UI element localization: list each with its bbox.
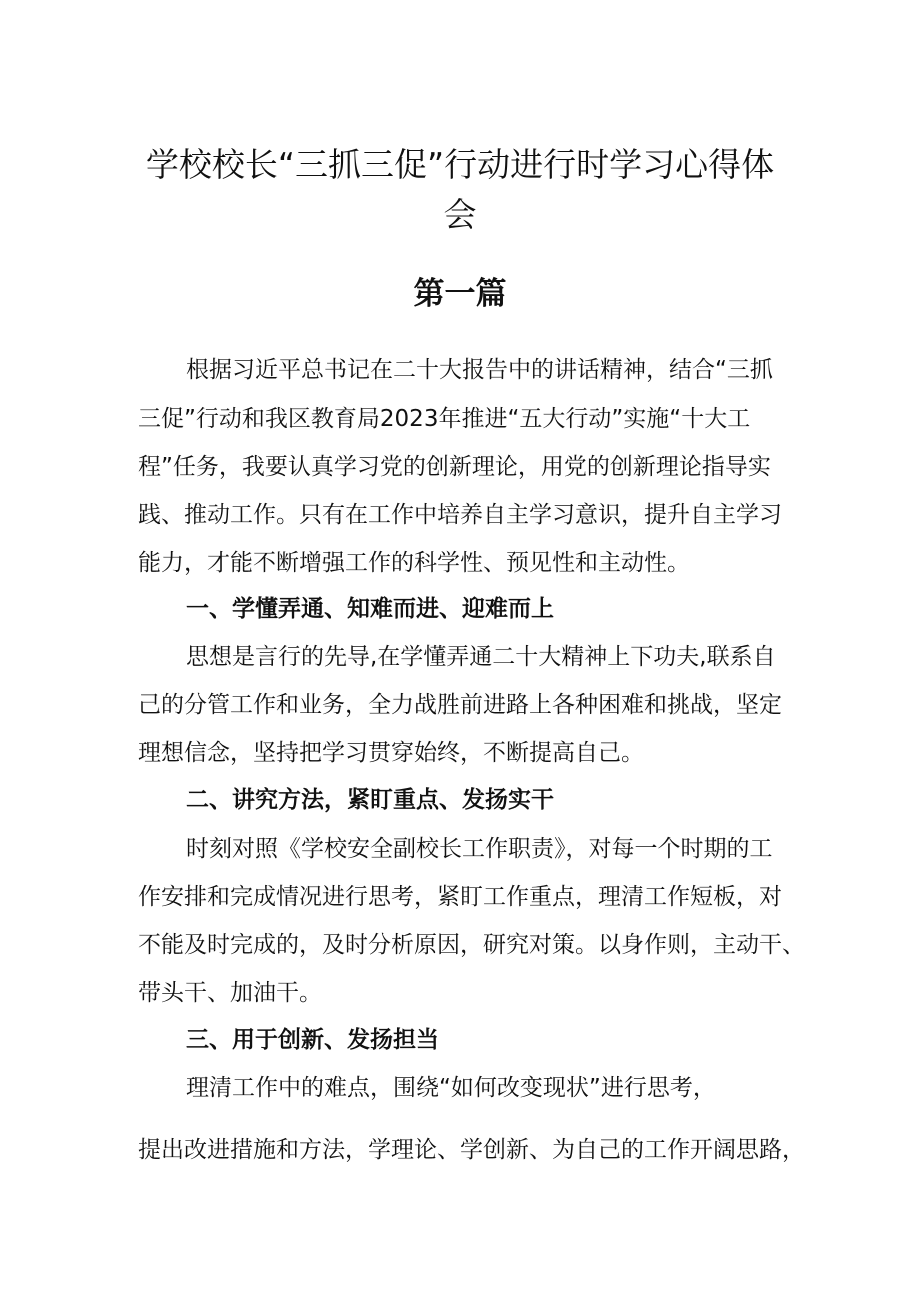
intro-line-4: 践、推动工作。只有在工作中培养自主学习意识，提升自主学习 — [138, 502, 782, 528]
section-1-line-1: 思想是言行的先导,在学懂弄通二十大精神上下功夫,联系自 — [186, 644, 776, 670]
section-2-line-1: 时刻对照《学校安全副校长工作职责》，对每一个时期的工 — [186, 836, 773, 862]
section-3-line-1: 理清工作中的难点，围绕“如何改变现状”进行思考， — [186, 1075, 716, 1101]
section-1-line-2: 己的分管工作和业务，全力战胜前进路上各种困难和挑战，坚定 — [138, 692, 782, 718]
section-subtitle: 第一篇 — [413, 276, 507, 312]
document-title-line-1: 学校校长“三抓三促”行动进行时学习心得体 — [145, 145, 775, 184]
intro-line-1: 根据习近平总书记在二十大报告中的讲话精神，结合“三抓 — [186, 357, 773, 383]
section-2-line-2: 作安排和完成情况进行思考，紧盯工作重点，理清工作短板，对 — [138, 884, 782, 910]
section-2-heading: 二、讲究方法，紧盯重点、发扬实干 — [186, 787, 554, 813]
intro-line-2: 三促”行动和我区教育局2023年推进“五大行动”实施“十大工 — [138, 406, 751, 432]
section-3-heading: 三、用于创新、发扬担当 — [186, 1027, 439, 1053]
document-title-line-2: 会 — [443, 195, 477, 234]
intro-line-3: 程”任务，我要认真学习党的创新理论，用党的创新理论指导实 — [138, 454, 771, 480]
section-2-line-3: 不能及时完成的，及时分析原因，研究对策。以身作则，主动干、 — [138, 932, 805, 958]
section-1-heading: 一、学懂弄通、知难而进、迎难而上 — [186, 596, 554, 622]
intro-line-5: 能力，才能不断增强工作的科学性、预见性和主动性。 — [138, 550, 690, 576]
section-1-line-3: 理想信念，坚持把学习贯穿始终，不断提高自己。 — [138, 740, 644, 766]
section-2-line-4: 带头干、加油干。 — [138, 980, 322, 1006]
section-3-line-2: 提出改进措施和方法，学理论、学创新、为自己的工作开阔思路， — [138, 1137, 805, 1163]
